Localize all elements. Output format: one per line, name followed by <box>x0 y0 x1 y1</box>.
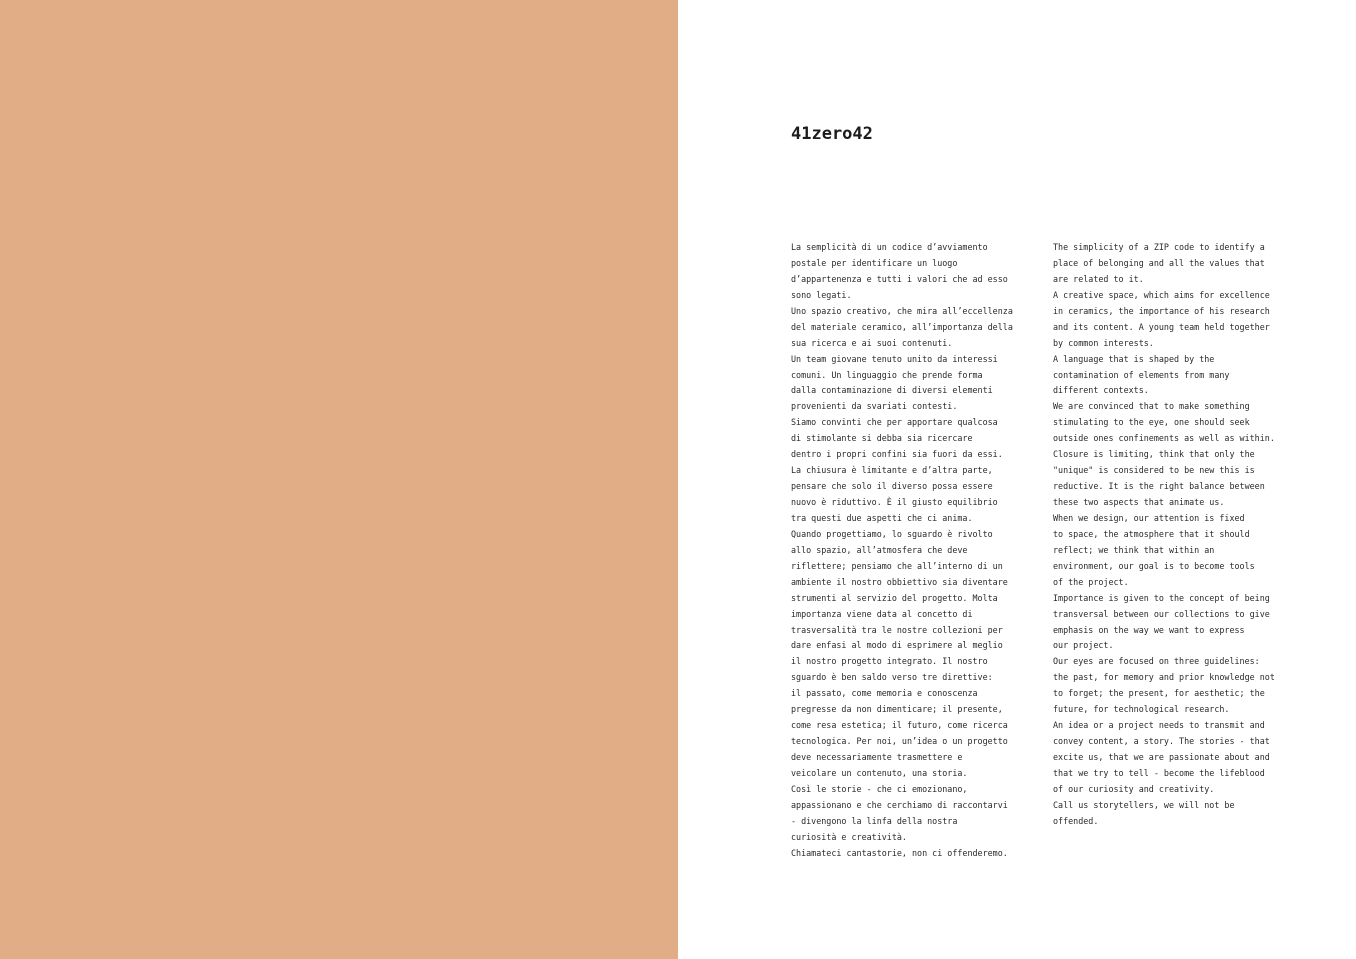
text-line: nuovo è riduttivo. È il giusto equilibrio <box>791 497 998 507</box>
text-line: sono legati. <box>791 289 852 300</box>
text-line: the past, for memory and prior knowledge not <box>1053 672 1275 683</box>
text-line: of the project. <box>1053 576 1129 587</box>
english-text-column <box>1053 240 1303 830</box>
text-line: A creative space, which aims for excellence <box>1053 289 1270 300</box>
italian-text-column <box>791 240 1031 862</box>
text-line: deve necessariamente trasmettere e <box>791 752 963 762</box>
text-line: contamination of elements from many <box>1053 369 1230 380</box>
text-page <box>678 0 1356 959</box>
text-line: La semplicità di un codice d’avviamento <box>791 242 988 252</box>
text-line: come resa estetica; il futuro, come ricerca <box>791 720 1008 731</box>
text-line: our project. <box>1053 640 1114 651</box>
text-line: La chiusura è limitante e d’altra parte, <box>791 465 993 476</box>
text-line: in ceramics, the importance of his research <box>1053 305 1270 316</box>
text-line: il nostro progetto integrato. Il nostro <box>791 656 988 667</box>
text-line: importanza viene data al concetto di <box>791 608 973 619</box>
text-line: dare enfasi al modo di esprimere al meglio <box>791 640 1003 651</box>
text-line: curiosità e creatività. <box>791 831 907 842</box>
text-line: reductive. It is the right balance between <box>1053 481 1265 492</box>
text-line: Un team giovane tenuto unito da interessi <box>791 353 998 364</box>
text-line: to space, the atmosphere that it should <box>1053 528 1250 539</box>
text-line: these two aspects that animate us. <box>1053 497 1225 507</box>
text-line: that we try to tell - become the lifeblood <box>1053 767 1265 778</box>
brand-title: 41zero42 <box>791 124 873 144</box>
text-line: Così le storie - che ci emozionano, <box>791 783 968 794</box>
text-line: environment, our goal is to become tools <box>1053 560 1255 571</box>
text-line: postale per identificare un luogo <box>791 257 958 268</box>
text-line: Closure is limiting, think that only the <box>1053 449 1255 460</box>
text-line: tra questi due aspetti che ci anima. <box>791 512 973 523</box>
text-line: sguardo è ben saldo verso tre direttive: <box>791 672 993 683</box>
text-line: place of belonging and all the values that <box>1053 257 1265 268</box>
text-line: are related to it. <box>1053 273 1144 284</box>
text-line: d’appartenenza e tutti i valori che ad esso <box>791 273 1008 284</box>
text-line: different contexts. <box>1053 385 1149 396</box>
text-line: "unique" is considered to be new this is <box>1053 465 1255 476</box>
text-line: excite us, that we are passionate about and <box>1053 752 1270 762</box>
text-line: dalla contaminazione di diversi elementi <box>791 385 993 396</box>
text-line: of our curiosity and creativity. <box>1053 783 1215 794</box>
text-line: When we design, our attention is fixed <box>1053 512 1245 523</box>
text-line: comuni. Un linguaggio che prende forma <box>791 369 983 380</box>
text-line: outside ones confinements as well as within. <box>1053 433 1275 444</box>
text-line: appassionano e che cerchiamo di raccontarvi <box>791 799 1008 810</box>
text-line: and its content. A young team held together <box>1053 321 1270 332</box>
text-line: offended. <box>1053 815 1099 826</box>
text-line: stimulating to the eye, one should seek <box>1053 417 1250 428</box>
text-line: pregresse da non dimenticare; il presente, <box>791 704 1003 715</box>
text-line: pensare che solo il diverso possa essere <box>791 481 993 492</box>
text-line: strumenti al servizio del progetto. Molta <box>791 592 998 603</box>
text-line: Siamo convinti che per apportare qualcosa <box>791 417 998 428</box>
text-line: We are convinced that to make something <box>1053 401 1250 412</box>
text-line: del materiale ceramico, all’importanza della <box>791 321 1013 332</box>
text-line: Uno spazio creativo, che mira all’eccellenza <box>791 305 1013 316</box>
text-line: ambiente il nostro obbiettivo sia diventare <box>791 576 1008 587</box>
text-line: - divengono la linfa della nostra <box>791 815 958 826</box>
text-line: di stimolante si debba sia ricercare <box>791 433 973 444</box>
text-line: tecnologica. Per noi, un’idea o un progetto <box>791 736 1008 747</box>
text-line: reflect; we think that within an <box>1053 544 1215 555</box>
text-line: il passato, come memoria e conoscenza <box>791 688 978 699</box>
text-line: allo spazio, all’atmosfera che deve <box>791 544 968 555</box>
text-line: transversal between our collections to give <box>1053 608 1270 619</box>
text-line: veicolare un contenuto, una storia. <box>791 767 968 778</box>
text-line: Call us storytellers, we will not be <box>1053 799 1235 810</box>
text-line: An idea or a project needs to transmit and <box>1053 720 1265 731</box>
text-line: provenienti da svariati contesti. <box>791 401 958 412</box>
text-line: Our eyes are focused on three guidelines: <box>1053 656 1260 667</box>
text-line: riflettere; pensiamo che all’interno di un <box>791 560 1003 571</box>
text-line: A language that is shaped by the <box>1053 353 1215 364</box>
text-line: Quando progettiamo, lo sguardo è rivolto <box>791 528 993 539</box>
text-line: to forget; the present, for aesthetic; the <box>1053 688 1265 699</box>
text-line: by common interests. <box>1053 337 1154 348</box>
text-line: dentro i propri confini sia fuori da essi. <box>791 449 1003 460</box>
text-line: emphasis on the way we want to express <box>1053 624 1245 635</box>
text-line: The simplicity of a ZIP code to identify a <box>1053 242 1265 252</box>
text-line: sua ricerca e ai suoi contenuti. <box>791 337 953 348</box>
text-line: trasversalità tra le nostre collezioni per <box>791 624 1003 635</box>
text-line: Importance is given to the concept of being <box>1053 592 1270 603</box>
text-line: convey content, a story. The stories - that <box>1053 736 1270 747</box>
text-line: Chiamateci cantastorie, non ci offenderemo. <box>791 847 1008 858</box>
text-line: future, for technological research. <box>1053 704 1230 715</box>
